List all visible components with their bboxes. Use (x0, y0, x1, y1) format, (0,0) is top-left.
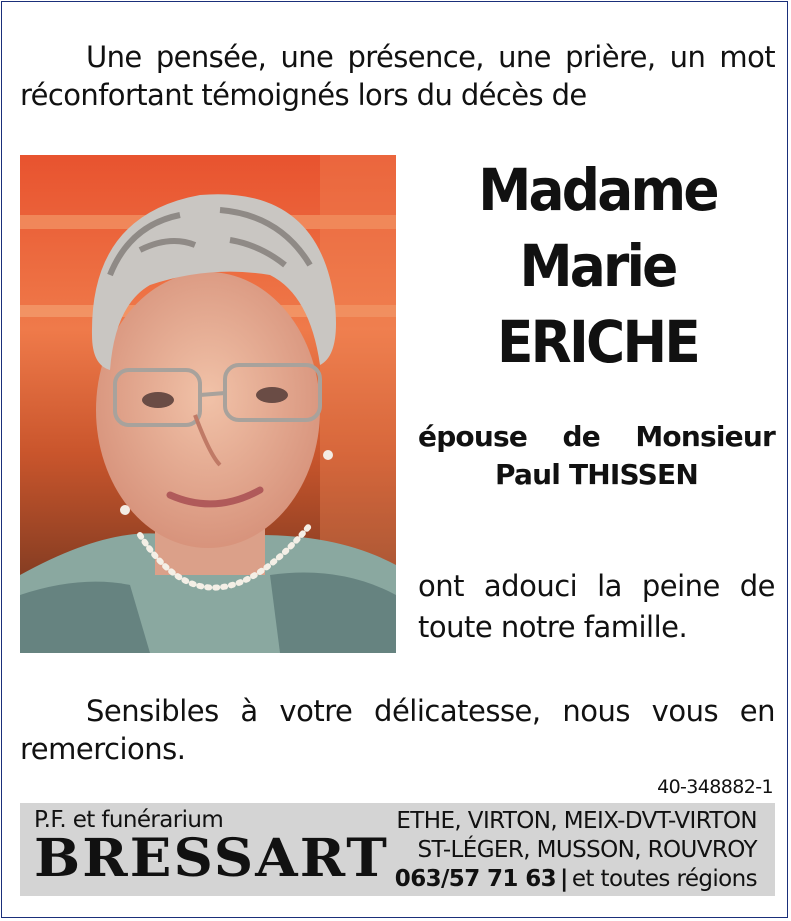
funeral-home-contact (395, 807, 757, 894)
deceased-title: Madame (478, 156, 717, 224)
phone-number: 063/57 71 63 (394, 866, 557, 892)
spouse-info (418, 418, 775, 494)
thanks-line-3: Sensibles à votre délicatesse, nous vous en (86, 694, 775, 728)
intro-line-2: réconfortant témoignés lors du décès de (20, 78, 587, 112)
intro-line-1: Une pensée, une présence, une prière, un mot (86, 40, 775, 74)
reference-number: 40-348882-1 (657, 776, 773, 798)
portrait-illustration (20, 155, 396, 653)
spouse-line-2: Paul THISSEN (495, 458, 698, 491)
thanks-block-1 (418, 566, 775, 648)
thanks-line-1: ont adouci la peine de (418, 569, 775, 603)
separator: | (560, 866, 568, 892)
thanks-block-2 (20, 692, 775, 768)
funeral-home-banner (20, 803, 775, 896)
brand-logo: BRESSART (34, 828, 390, 889)
pf-label: P.F. et funérarium (34, 807, 224, 833)
thanks-line-4: remercions. (20, 732, 186, 766)
deceased-name (434, 152, 761, 380)
portrait-photo (20, 155, 396, 653)
phone-line (395, 865, 757, 894)
thanks-line-2: toute notre famille. (418, 610, 688, 644)
deceased-first-name: Marie (519, 232, 676, 300)
regions-text: et toutes régions (571, 866, 757, 892)
intro-text (20, 38, 775, 114)
deceased-last-name: ERICHE (496, 308, 699, 376)
locations-line-2: ST-LÉGER, MUSSON, ROUVROY (417, 837, 757, 863)
spouse-line-1: épouse de Monsieur (418, 420, 775, 453)
funeral-home-identity (34, 807, 390, 889)
locations-line-1: ETHE, VIRTON, MEIX-DVT-VIRTON (396, 808, 757, 834)
